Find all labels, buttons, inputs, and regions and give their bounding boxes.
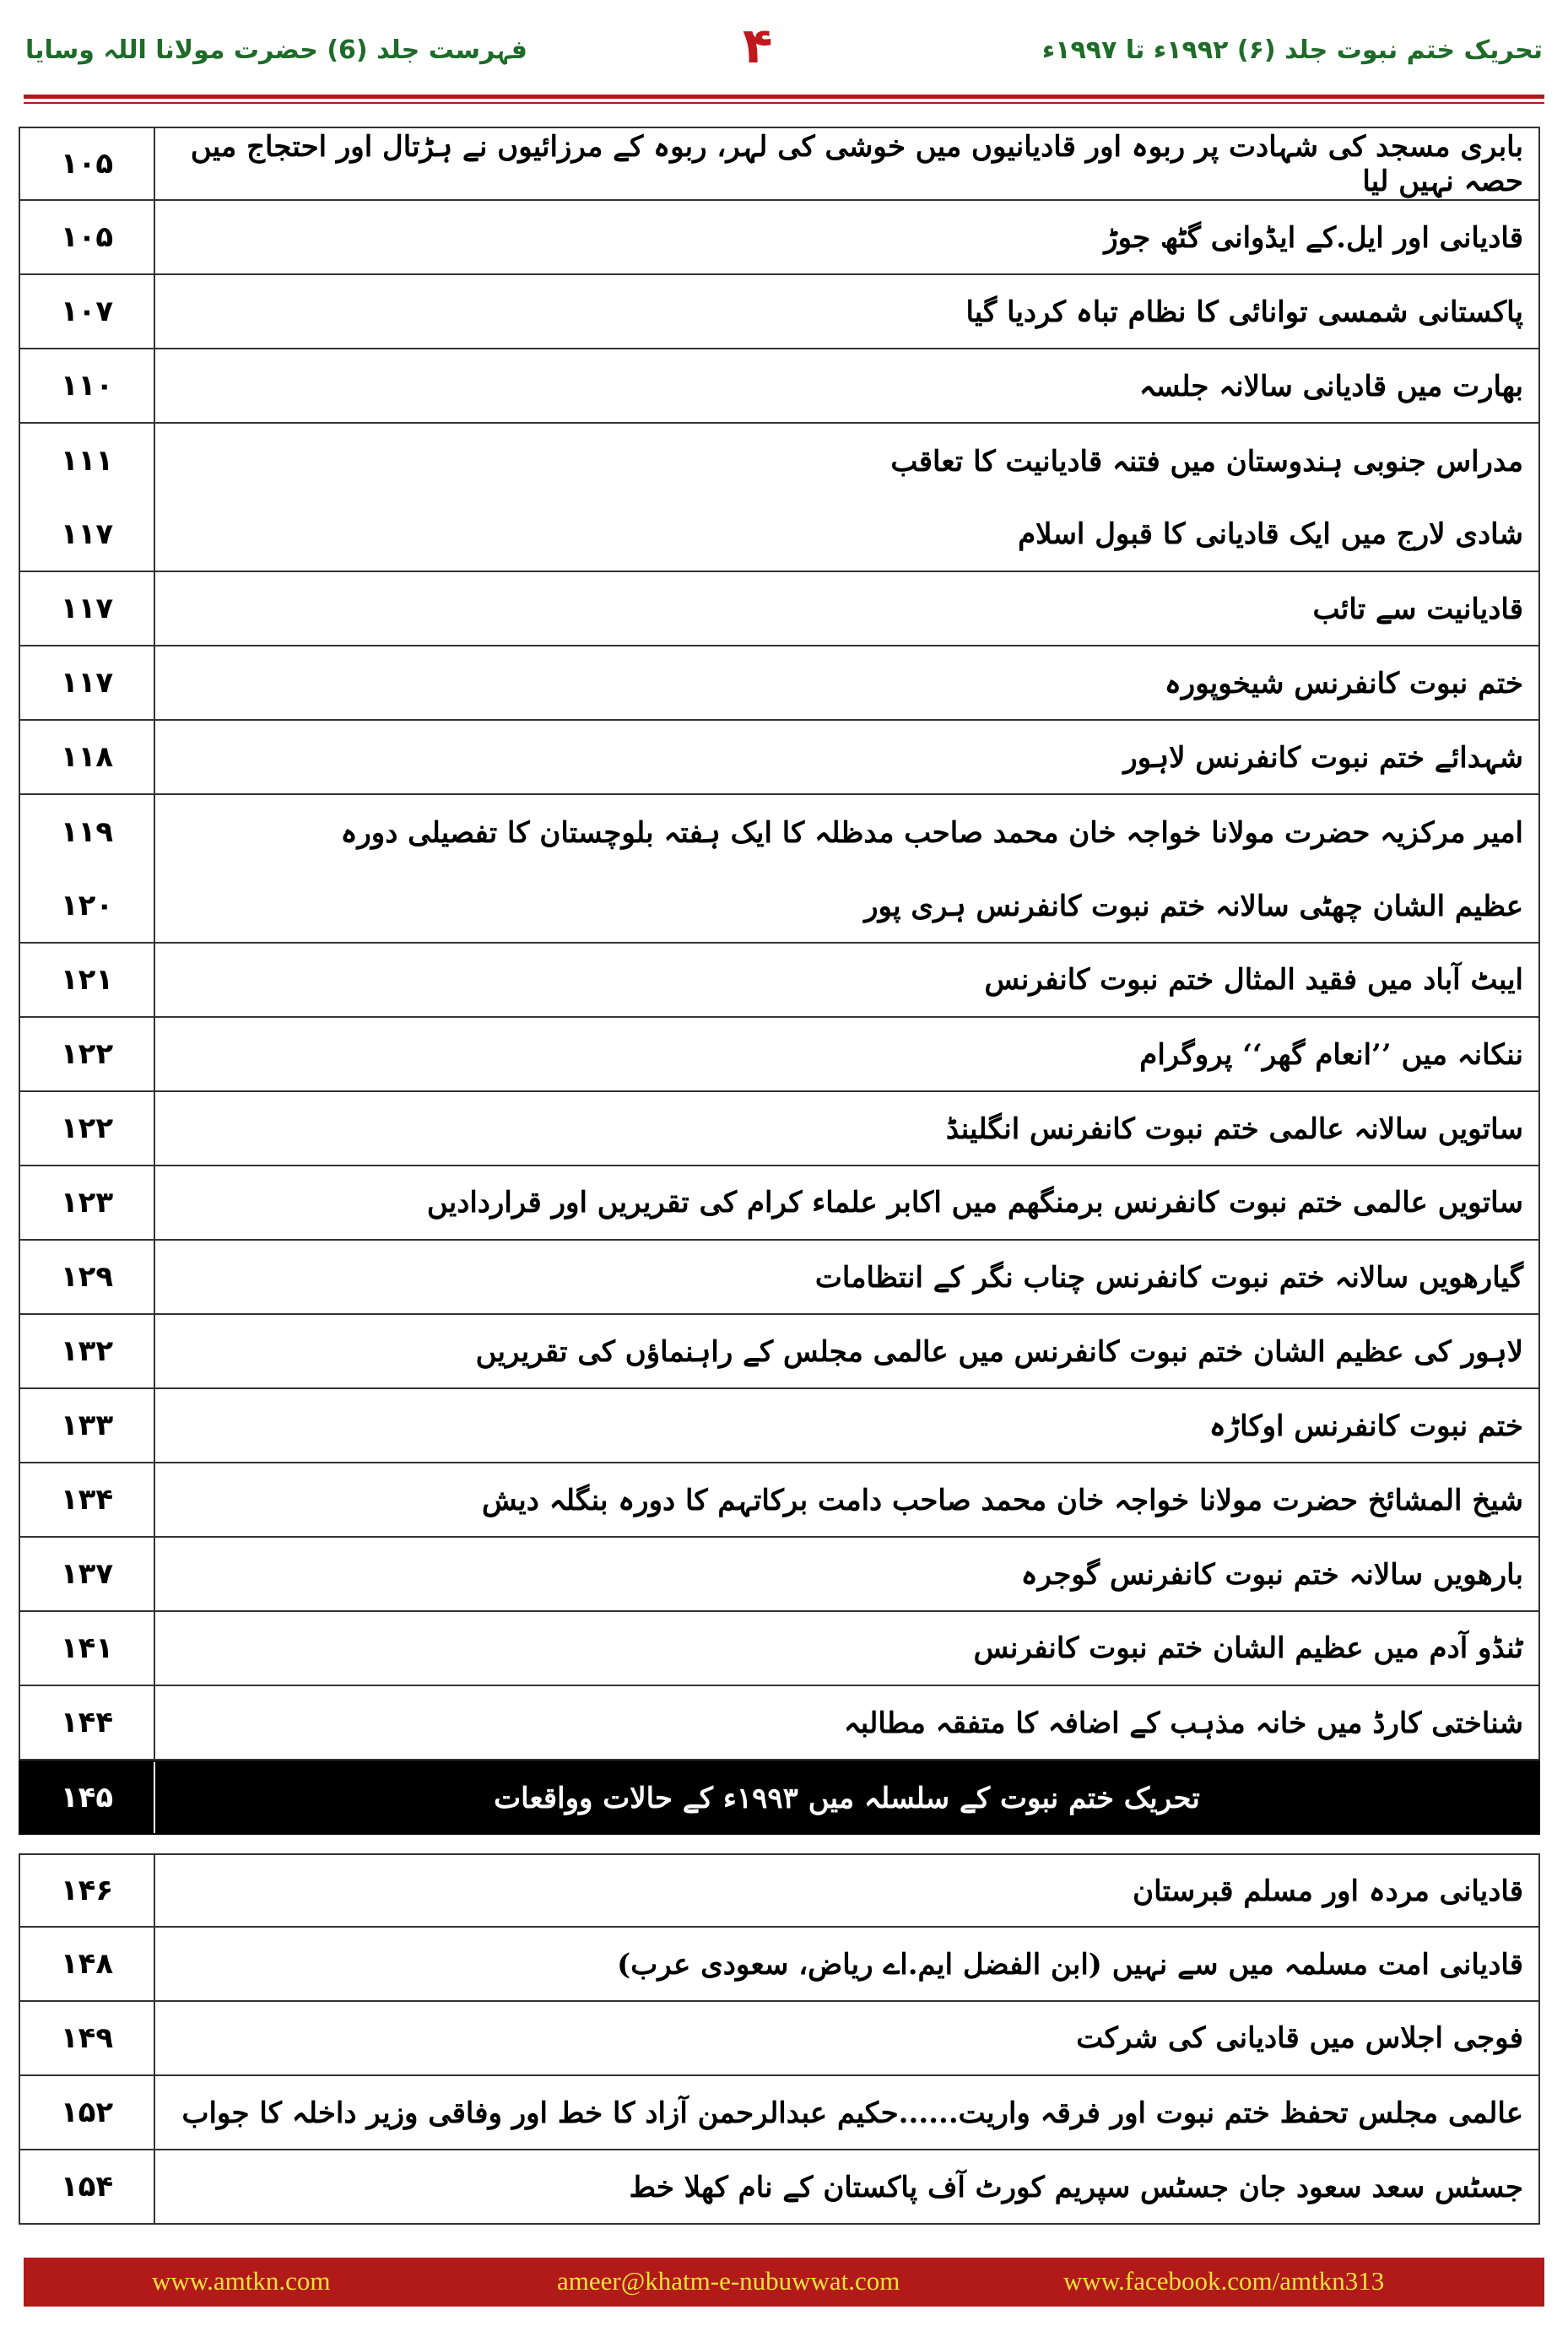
toc-row[interactable]: [19, 498, 1540, 572]
toc-title: مدراس جنوبی ہندوستان میں فتنہ قادیانیت کا تعاقب: [890, 444, 1523, 479]
toc-title: لاہور کی عظیم الشان ختم نبوت کانفرنس میں عالمی مجلس کے راہنماؤں کی تقریریں: [475, 1334, 1523, 1369]
toc-title: امیر مرکزیہ حضرت مولانا خواجہ خان محمد صاحب مدظلہ کا ایک ہفتہ بلوچستان کا تفصیلی دورہ: [340, 815, 1523, 850]
toc-page-number: ۱۱۰: [20, 349, 155, 422]
toc-row[interactable]: [19, 1241, 1540, 1315]
header-page-number: ۴: [743, 17, 773, 74]
toc-row[interactable]: [19, 944, 1540, 1018]
toc-page-number: ۱۴۶: [20, 1855, 155, 1926]
footer-website-link[interactable]: www.amtkn.com: [152, 2266, 331, 2296]
toc-row[interactable]: [19, 1853, 1540, 1928]
toc-row[interactable]: [19, 424, 1540, 498]
toc-row[interactable]: [19, 1928, 1540, 2002]
toc-row[interactable]: [19, 1538, 1540, 1612]
toc-row[interactable]: [19, 2150, 1540, 2225]
toc-page-number: ۱۱۷: [20, 572, 155, 645]
toc-row[interactable]: [19, 1612, 1540, 1686]
toc-row[interactable]: [19, 721, 1540, 795]
toc-page-number: ۱۱۸: [20, 721, 155, 793]
header-rule: [24, 95, 1544, 99]
toc-title: بھارت میں قادیانی سالانہ جلسہ: [1138, 369, 1523, 403]
header-volume-title: فہرست جلد (6) حضرت مولانا اللہ وسایا: [25, 35, 527, 65]
toc-title: ٹنڈو آدم میں عظیم الشان ختم نبوت کانفرنس: [973, 1631, 1523, 1665]
toc-title: قادیانیت سے تائب: [1312, 592, 1523, 626]
toc-row[interactable]: [19, 646, 1540, 721]
toc-title: شیخ المشائخ حضرت مولانا خواجہ خان محمد صاحب دامت برکاتہم کا دورہ بنگلہ دیش: [481, 1483, 1523, 1517]
toc-title: ننکانہ میں ’’انعام گھر‘‘ پروگرام: [1139, 1037, 1523, 1072]
toc-page-number: ۱۵۲: [20, 2076, 155, 2149]
toc-page-number: ۱۴۹: [20, 2002, 155, 2074]
toc-page-number: ۱۱۷: [20, 646, 155, 719]
toc-title: قادیانی اور ایل.کے ایڈوانی گٹھ جوڑ: [1104, 220, 1523, 255]
toc-page-number: ۱۳۴: [20, 1463, 155, 1536]
header-book-title: تحریک ختم نبوت جلد (۶) ۱۹۹۲ء تا ۱۹۹۷ء: [1041, 35, 1543, 65]
toc-row[interactable]: [19, 795, 1540, 869]
toc-page-number: ۱۰۷: [20, 275, 155, 348]
toc-title: شادی لارج میں ایک قادیانی کا قبول اسلام: [1018, 517, 1523, 551]
footer-facebook-link[interactable]: www.facebook.com/amtkn313: [1063, 2266, 1385, 2296]
toc-page-number: ۱۲۱: [20, 944, 155, 1016]
toc-page-number: ۱۲۰: [20, 869, 155, 942]
page-header: [0, 0, 1568, 101]
toc-row[interactable]: [19, 275, 1540, 349]
section-heading-row[interactable]: [19, 1761, 1540, 1835]
toc-row[interactable]: [19, 2076, 1540, 2150]
toc-page-number: ۱۰۵: [20, 201, 155, 273]
toc-row[interactable]: [19, 1686, 1540, 1761]
toc-page-number: ۱۳۷: [20, 1538, 155, 1610]
section-gap: [19, 1835, 1540, 1853]
toc-page-number: ۱۴۱: [20, 1612, 155, 1685]
toc-title: عالمی مجلس تحفظ ختم نبوت اور فرقہ واریت......حکیم عبدالرحمن آزاد کا خط اور وفاقی وزیر داخلہ کا جواب: [181, 2096, 1523, 2130]
toc-title: جسٹس سعد سعود جان جسٹس سپریم کورٹ آف پاکستان کے نام کھلا خط: [629, 2170, 1523, 2204]
table-of-contents: [19, 127, 1540, 2225]
toc-row[interactable]: [19, 1315, 1540, 1389]
toc-page-number: ۱۴۸: [20, 1928, 155, 2000]
toc-title: شہدائے ختم نبوت کانفرنس لاہور: [1123, 740, 1523, 775]
footer-email-link[interactable]: ameer@khatm-e-nubuwwat.com: [557, 2266, 900, 2296]
toc-title: ختم نبوت کانفرنس اوکاڑہ: [1208, 1409, 1523, 1443]
toc-page-number: ۱۱۹: [20, 795, 155, 869]
toc-page-number: ۱۱۱: [20, 424, 155, 498]
toc-row[interactable]: [19, 1463, 1540, 1538]
toc-row[interactable]: [19, 1166, 1540, 1241]
toc-page-number: ۱۴۴: [20, 1686, 155, 1759]
toc-row[interactable]: [19, 1092, 1540, 1166]
toc-title: قادیانی مردہ اور مسلم قبرستان: [1133, 1874, 1523, 1908]
toc-row[interactable]: [19, 349, 1540, 424]
toc-title: بارھویں سالانہ ختم نبوت کانفرنس گوجرہ: [1020, 1557, 1523, 1592]
header-rule-thin: [24, 102, 1544, 104]
toc-row[interactable]: [19, 1389, 1540, 1463]
toc-title: ساتویں سالانہ عالمی ختم نبوت کانفرنس انگلینڈ: [945, 1112, 1523, 1146]
toc-page-number: ۱۱۷: [20, 498, 155, 571]
toc-title: پاکستانی شمسی توانائی کا نظام تباہ کردیا گیا: [965, 295, 1523, 329]
toc-title: ختم نبوت کانفرنس شیخوپورہ: [1164, 666, 1523, 700]
toc-title: قادیانی امت مسلمہ میں سے نہیں (ابن الفضل ایم.اے ریاض، سعودی عرب): [617, 1947, 1523, 1982]
toc-title: فوجی اجلاس میں قادیانی کی شرکت: [1076, 2021, 1523, 2055]
toc-page-number: ۱۳۲: [20, 1315, 155, 1387]
toc-page-number: ۱۲۹: [20, 1241, 155, 1313]
toc-page-number: ۱۳۳: [20, 1389, 155, 1462]
toc-row[interactable]: [19, 2002, 1540, 2076]
toc-row[interactable]: [19, 572, 1540, 646]
toc-row[interactable]: [19, 201, 1540, 275]
page-footer: [24, 2258, 1544, 2307]
toc-row[interactable]: [19, 1018, 1540, 1092]
toc-title: ساتویں عالمی ختم نبوت کانفرنس برمنگھم میں اکابر علماء کرام کی تقریریں اور قراردادیں: [426, 1186, 1523, 1220]
toc-page-number: ۱۲۲: [20, 1092, 155, 1165]
toc-page-number: ۱۲۲: [20, 1018, 155, 1090]
toc-title: شناختی کارڈ میں خانہ مذہب کے اضافہ کا متفقہ مطالبہ: [843, 1706, 1523, 1740]
toc-title: عظیم الشان چھٹی سالانہ ختم نبوت کانفرنس ہری پور: [864, 889, 1523, 923]
toc-page-number: ۱۰۵: [20, 128, 155, 199]
section-page-number: ۱۴۵: [20, 1762, 155, 1833]
toc-page-number: ۱۵۴: [20, 2150, 155, 2223]
toc-row[interactable]: [19, 869, 1540, 944]
section-title: تحریک ختم نبوت کے سلسلہ میں ۱۹۹۳ء کے حالات وواقعات: [494, 1781, 1200, 1815]
toc-title: گیارھویں سالانہ ختم نبوت کانفرنس چناب نگر کے انتظامات: [814, 1260, 1523, 1295]
toc-title: ایبٹ آباد میں فقید المثال ختم نبوت کانفرنس: [984, 963, 1523, 997]
toc-row[interactable]: [19, 127, 1540, 201]
toc-page-number: ۱۲۳: [20, 1166, 155, 1239]
toc-title: بابری مسجد کی شہادت پر ربوہ اور قادیانیوں میں خوشی کی لہر، ربوہ کے مرزائیوں نے ہڑتال اور احتجاج میں حصہ نہیں لیا: [190, 130, 1523, 198]
